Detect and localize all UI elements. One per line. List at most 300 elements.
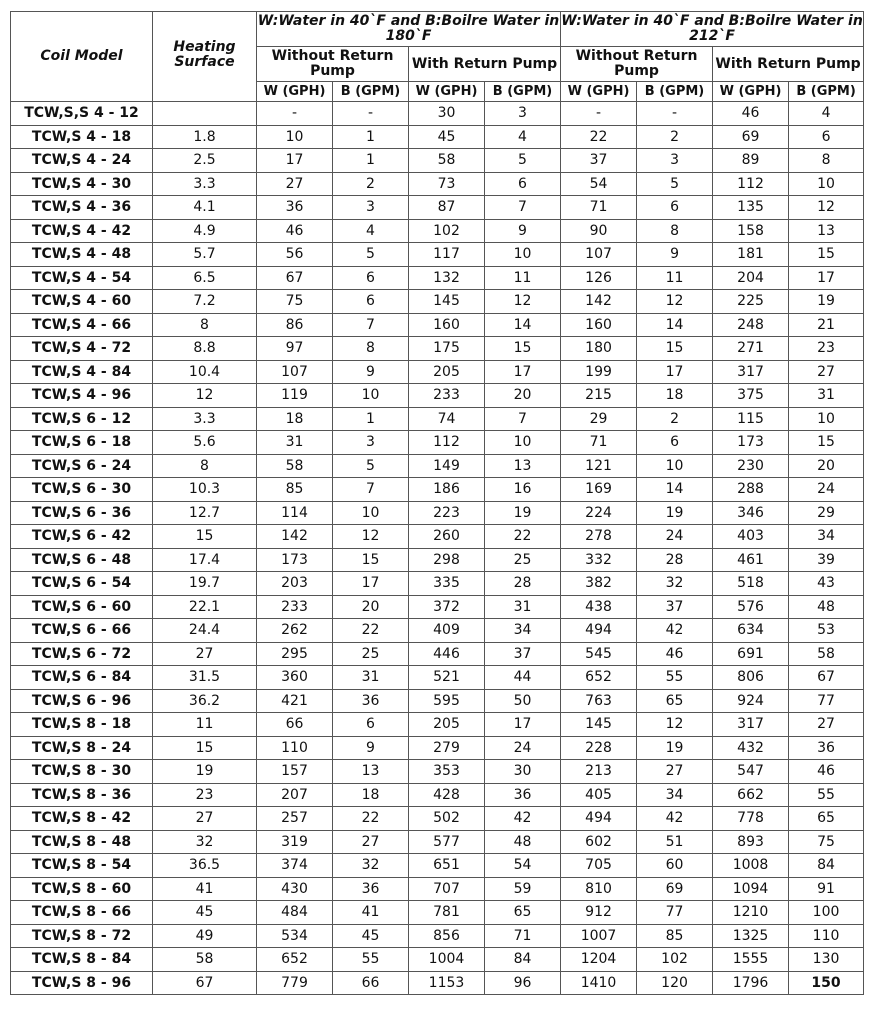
value-cell: 203: [257, 572, 333, 596]
value-cell: 15: [789, 243, 864, 267]
value-cell: 107: [561, 243, 637, 267]
value-cell: 3: [637, 149, 713, 173]
value-cell: 707: [409, 877, 485, 901]
heating-surface-cell: 24.4: [153, 619, 257, 643]
value-cell: 16: [485, 478, 561, 502]
table-header: [11, 12, 864, 102]
table-row: [11, 689, 864, 713]
value-cell: 31: [485, 595, 561, 619]
header-b-gpm: B (GPM): [485, 82, 561, 102]
table-body: [11, 102, 864, 995]
header-w-gph: W (GPH): [561, 82, 637, 102]
coil-model-cell: TCW,S 6 - 24: [11, 454, 153, 478]
value-cell: 27: [789, 360, 864, 384]
value-cell: 59: [485, 877, 561, 901]
value-cell: 18: [333, 783, 409, 807]
value-cell: 461: [713, 548, 789, 572]
value-cell: 6: [485, 172, 561, 196]
value-cell: 126: [561, 266, 637, 290]
value-cell: 7: [333, 313, 409, 337]
value-cell: 36: [789, 736, 864, 760]
header-heating-surface: Heating Surface: [153, 12, 257, 102]
value-cell: 375: [713, 384, 789, 408]
value-cell: 13: [333, 760, 409, 784]
value-cell: 54: [485, 854, 561, 878]
value-cell: 46: [713, 102, 789, 126]
table-row: [11, 290, 864, 314]
table-row: [11, 431, 864, 455]
value-cell: 34: [789, 525, 864, 549]
value-cell: 15: [637, 337, 713, 361]
value-cell: 19: [637, 736, 713, 760]
value-cell: 157: [257, 760, 333, 784]
value-cell: 112: [409, 431, 485, 455]
heating-surface-cell: 2.5: [153, 149, 257, 173]
value-cell: 96: [485, 971, 561, 995]
value-cell: 691: [713, 642, 789, 666]
value-cell: 10: [637, 454, 713, 478]
heating-surface-cell: 7.2: [153, 290, 257, 314]
value-cell: 781: [409, 901, 485, 925]
value-cell: 545: [561, 642, 637, 666]
value-cell: 228: [561, 736, 637, 760]
value-cell: 10: [789, 172, 864, 196]
heating-surface-cell: 23: [153, 783, 257, 807]
value-cell: 31: [789, 384, 864, 408]
value-cell: 67: [257, 266, 333, 290]
value-cell: 4: [789, 102, 864, 126]
value-cell: 31: [333, 666, 409, 690]
table-row: [11, 243, 864, 267]
value-cell: 14: [485, 313, 561, 337]
value-cell: 169: [561, 478, 637, 502]
value-cell: 10: [485, 431, 561, 455]
value-cell: 2: [637, 407, 713, 431]
value-cell: 602: [561, 830, 637, 854]
value-cell: 110: [257, 736, 333, 760]
coil-model-cell: TCW,S 4 - 24: [11, 149, 153, 173]
value-cell: 53: [789, 619, 864, 643]
value-cell: 372: [409, 595, 485, 619]
table-row: [11, 478, 864, 502]
heating-surface-cell: 4.1: [153, 196, 257, 220]
value-cell: 27: [637, 760, 713, 784]
coil-model-cell: TCW,S 6 - 12: [11, 407, 153, 431]
table-row: [11, 713, 864, 737]
value-cell: 37: [561, 149, 637, 173]
value-cell: 60: [637, 854, 713, 878]
value-cell: 158: [713, 219, 789, 243]
value-cell: 856: [409, 924, 485, 948]
value-cell: 652: [257, 948, 333, 972]
value-cell: 17: [333, 572, 409, 596]
value-cell: 74: [409, 407, 485, 431]
value-cell: 10: [333, 501, 409, 525]
coil-model-cell: TCW,S 6 - 96: [11, 689, 153, 713]
heating-surface-cell: 45: [153, 901, 257, 925]
value-cell: 66: [257, 713, 333, 737]
value-cell: 576: [713, 595, 789, 619]
value-cell: 224: [561, 501, 637, 525]
value-cell: 763: [561, 689, 637, 713]
coil-model-cell: TCW,S 4 - 72: [11, 337, 153, 361]
heating-surface-cell: 6.5: [153, 266, 257, 290]
value-cell: 114: [257, 501, 333, 525]
value-cell: 75: [789, 830, 864, 854]
value-cell: 30: [485, 760, 561, 784]
value-cell: 73: [409, 172, 485, 196]
value-cell: 89: [713, 149, 789, 173]
value-cell: 7: [333, 478, 409, 502]
table-row: [11, 102, 864, 126]
table-row: [11, 196, 864, 220]
value-cell: 36: [257, 196, 333, 220]
coil-model-cell: TCW,S 4 - 42: [11, 219, 153, 243]
value-cell: 102: [409, 219, 485, 243]
table-row: [11, 595, 864, 619]
value-cell: 494: [561, 807, 637, 831]
coil-model-cell: TCW,S 8 - 54: [11, 854, 153, 878]
header-group-212f: W:Water in 40`F and B:Boilre Water in 212`F: [561, 12, 864, 47]
value-cell: 28: [485, 572, 561, 596]
value-cell: 85: [257, 478, 333, 502]
value-cell: 100: [789, 901, 864, 925]
table-row: [11, 501, 864, 525]
value-cell: 69: [713, 125, 789, 149]
value-cell: 12: [789, 196, 864, 220]
value-cell: 6: [333, 713, 409, 737]
coil-model-cell: TCW,S 8 - 66: [11, 901, 153, 925]
value-cell: 12: [637, 713, 713, 737]
value-cell: 19: [485, 501, 561, 525]
header-group-180f: W:Water in 40`F and B:Boilre Water in 180`F: [257, 12, 561, 47]
value-cell: 36: [485, 783, 561, 807]
value-cell: 9: [333, 360, 409, 384]
table-row: [11, 736, 864, 760]
value-cell: 173: [257, 548, 333, 572]
value-cell: 360: [257, 666, 333, 690]
value-cell: 233: [257, 595, 333, 619]
heating-surface-cell: 32: [153, 830, 257, 854]
value-cell: 45: [409, 125, 485, 149]
value-cell: 29: [789, 501, 864, 525]
value-cell: 705: [561, 854, 637, 878]
value-cell: 278: [561, 525, 637, 549]
heating-surface-cell: 15: [153, 736, 257, 760]
coil-model-cell: TCW,S 4 - 30: [11, 172, 153, 196]
value-cell: 12: [333, 525, 409, 549]
value-cell: 260: [409, 525, 485, 549]
value-cell: 3: [333, 196, 409, 220]
value-cell: 2: [333, 172, 409, 196]
coil-model-cell: TCW,S 8 - 18: [11, 713, 153, 737]
coil-capacity-table: [10, 11, 864, 995]
coil-model-cell: TCW,S 6 - 42: [11, 525, 153, 549]
table-row: [11, 971, 864, 995]
value-cell: 107: [257, 360, 333, 384]
value-cell: 2: [637, 125, 713, 149]
value-cell: 17: [789, 266, 864, 290]
value-cell: 50: [485, 689, 561, 713]
heating-surface-cell: 5.6: [153, 431, 257, 455]
value-cell: 5: [485, 149, 561, 173]
coil-model-cell: TCW,S,S 4 - 12: [11, 102, 153, 126]
coil-model-cell: TCW,S 8 - 84: [11, 948, 153, 972]
value-cell: 71: [485, 924, 561, 948]
value-cell: 67: [789, 666, 864, 690]
value-cell: 34: [637, 783, 713, 807]
coil-model-cell: TCW,S 8 - 60: [11, 877, 153, 901]
table-row: [11, 337, 864, 361]
value-cell: 6: [789, 125, 864, 149]
value-cell: 1796: [713, 971, 789, 995]
coil-model-cell: TCW,S 4 - 60: [11, 290, 153, 314]
value-cell: 28: [637, 548, 713, 572]
value-cell: 6: [333, 290, 409, 314]
value-cell: 346: [713, 501, 789, 525]
heating-surface-cell: 27: [153, 807, 257, 831]
table-row: [11, 384, 864, 408]
value-cell: 37: [637, 595, 713, 619]
value-cell: 924: [713, 689, 789, 713]
coil-model-cell: TCW,S 6 - 18: [11, 431, 153, 455]
value-cell: 1410: [561, 971, 637, 995]
value-cell: 502: [409, 807, 485, 831]
value-cell: 17: [485, 360, 561, 384]
value-cell: 18: [637, 384, 713, 408]
value-cell: 65: [485, 901, 561, 925]
value-cell: 332: [561, 548, 637, 572]
heating-surface-cell: 5.7: [153, 243, 257, 267]
table-row: [11, 125, 864, 149]
heating-surface-cell: 36.2: [153, 689, 257, 713]
value-cell: 1: [333, 125, 409, 149]
value-cell: 430: [257, 877, 333, 901]
value-cell: 45: [333, 924, 409, 948]
value-cell: 8: [333, 337, 409, 361]
value-cell: 180: [561, 337, 637, 361]
value-cell: 534: [257, 924, 333, 948]
heating-surface-cell: 58: [153, 948, 257, 972]
value-cell: 3: [485, 102, 561, 126]
table-row: [11, 313, 864, 337]
value-cell: 405: [561, 783, 637, 807]
value-cell: 262: [257, 619, 333, 643]
value-cell: 652: [561, 666, 637, 690]
header-b-gpm: B (GPM): [333, 82, 409, 102]
value-cell: 204: [713, 266, 789, 290]
heating-surface-cell: 8: [153, 454, 257, 478]
value-cell: 56: [257, 243, 333, 267]
value-cell: 58: [409, 149, 485, 173]
heating-surface-cell: 19: [153, 760, 257, 784]
value-cell: 84: [485, 948, 561, 972]
value-cell: 9: [333, 736, 409, 760]
table-row: [11, 877, 864, 901]
coil-model-cell: TCW,S 8 - 96: [11, 971, 153, 995]
value-cell: 213: [561, 760, 637, 784]
value-cell: 223: [409, 501, 485, 525]
value-cell: 1: [333, 407, 409, 431]
value-cell: 86: [257, 313, 333, 337]
value-cell: 55: [789, 783, 864, 807]
value-cell: 44: [485, 666, 561, 690]
value-cell: 317: [713, 360, 789, 384]
value-cell: 409: [409, 619, 485, 643]
value-cell: 634: [713, 619, 789, 643]
value-cell: 84: [789, 854, 864, 878]
value-cell: 55: [333, 948, 409, 972]
value-cell: 13: [789, 219, 864, 243]
value-cell: 102: [637, 948, 713, 972]
value-cell: 1094: [713, 877, 789, 901]
value-cell: 55: [637, 666, 713, 690]
value-cell: 22: [561, 125, 637, 149]
value-cell: 17: [257, 149, 333, 173]
value-cell: 42: [637, 807, 713, 831]
coil-model-cell: TCW,S 4 - 48: [11, 243, 153, 267]
coil-model-cell: TCW,S 6 - 60: [11, 595, 153, 619]
value-cell: 484: [257, 901, 333, 925]
heating-surface-cell: 22.1: [153, 595, 257, 619]
value-cell: 335: [409, 572, 485, 596]
coil-model-cell: TCW,S 4 - 66: [11, 313, 153, 337]
value-cell: 3: [333, 431, 409, 455]
value-cell: 9: [485, 219, 561, 243]
value-cell: 215: [561, 384, 637, 408]
value-cell: 207: [257, 783, 333, 807]
coil-model-cell: TCW,S 8 - 48: [11, 830, 153, 854]
value-cell: 42: [637, 619, 713, 643]
heating-surface-cell: 49: [153, 924, 257, 948]
value-cell: 778: [713, 807, 789, 831]
value-cell: 205: [409, 360, 485, 384]
value-cell: 75: [257, 290, 333, 314]
coil-model-cell: TCW,S 8 - 36: [11, 783, 153, 807]
value-cell: 4: [485, 125, 561, 149]
value-cell: 14: [637, 478, 713, 502]
value-cell: 7: [485, 196, 561, 220]
value-cell: 29: [561, 407, 637, 431]
value-cell: 30: [409, 102, 485, 126]
heating-surface-cell: 31.5: [153, 666, 257, 690]
value-cell: 205: [409, 713, 485, 737]
value-cell: 438: [561, 595, 637, 619]
table-row: [11, 454, 864, 478]
table-row: [11, 149, 864, 173]
value-cell: 142: [257, 525, 333, 549]
coil-model-cell: TCW,S 4 - 54: [11, 266, 153, 290]
coil-model-cell: TCW,S 6 - 48: [11, 548, 153, 572]
value-cell: 810: [561, 877, 637, 901]
value-cell: 421: [257, 689, 333, 713]
value-cell: 10: [485, 243, 561, 267]
value-cell: 36: [333, 689, 409, 713]
value-cell: 403: [713, 525, 789, 549]
value-cell: 117: [409, 243, 485, 267]
value-cell: 10: [333, 384, 409, 408]
value-cell: 149: [409, 454, 485, 478]
value-cell: 5: [333, 454, 409, 478]
table-row: [11, 266, 864, 290]
value-cell: 145: [409, 290, 485, 314]
value-cell: 160: [409, 313, 485, 337]
coil-capacity-table-wrapper: [10, 11, 864, 995]
value-cell: 119: [257, 384, 333, 408]
heating-surface-cell: 11: [153, 713, 257, 737]
value-cell: 85: [637, 924, 713, 948]
value-cell: 521: [409, 666, 485, 690]
value-cell: 48: [485, 830, 561, 854]
table-row: [11, 783, 864, 807]
value-cell: 7: [485, 407, 561, 431]
value-cell: 595: [409, 689, 485, 713]
value-cell: 1008: [713, 854, 789, 878]
coil-model-cell: TCW,S 6 - 84: [11, 666, 153, 690]
value-cell: 121: [561, 454, 637, 478]
value-cell: 1204: [561, 948, 637, 972]
heating-surface-cell: 10.4: [153, 360, 257, 384]
value-cell: 46: [637, 642, 713, 666]
value-cell: 353: [409, 760, 485, 784]
value-cell: 130: [789, 948, 864, 972]
value-cell: 37: [485, 642, 561, 666]
value-cell: 18: [257, 407, 333, 431]
header-b-gpm: B (GPM): [789, 82, 864, 102]
value-cell: 91: [789, 877, 864, 901]
value-cell: 17: [637, 360, 713, 384]
value-cell: 142: [561, 290, 637, 314]
value-cell: 66: [333, 971, 409, 995]
value-cell: 10: [789, 407, 864, 431]
heating-surface-cell: 27: [153, 642, 257, 666]
heating-surface-cell: 10.3: [153, 478, 257, 502]
coil-model-cell: TCW,S 8 - 42: [11, 807, 153, 831]
value-cell: 135: [713, 196, 789, 220]
value-cell: 779: [257, 971, 333, 995]
heating-surface-cell: 12: [153, 384, 257, 408]
value-cell: 132: [409, 266, 485, 290]
value-cell: 6: [637, 431, 713, 455]
value-cell: 199: [561, 360, 637, 384]
value-cell: 58: [789, 642, 864, 666]
value-cell: 20: [333, 595, 409, 619]
value-cell: 23: [789, 337, 864, 361]
value-cell: 46: [257, 219, 333, 243]
value-cell: 577: [409, 830, 485, 854]
header-with-pump-212: With Return Pump: [713, 47, 864, 82]
value-cell: 71: [561, 431, 637, 455]
value-cell: 32: [333, 854, 409, 878]
coil-model-cell: TCW,S 4 - 36: [11, 196, 153, 220]
value-cell: 31: [257, 431, 333, 455]
coil-model-cell: TCW,S 8 - 72: [11, 924, 153, 948]
value-cell: 43: [789, 572, 864, 596]
header-without-pump-212: Without Return Pump: [561, 47, 713, 82]
table-row: [11, 760, 864, 784]
value-cell: 317: [713, 713, 789, 737]
value-cell: 230: [713, 454, 789, 478]
value-cell: 36: [333, 877, 409, 901]
value-cell: 10: [257, 125, 333, 149]
value-cell: 1153: [409, 971, 485, 995]
value-cell: 432: [713, 736, 789, 760]
value-cell: 8: [789, 149, 864, 173]
value-cell: 13: [485, 454, 561, 478]
value-cell: 374: [257, 854, 333, 878]
value-cell: 32: [637, 572, 713, 596]
coil-model-cell: TCW,S 8 - 24: [11, 736, 153, 760]
